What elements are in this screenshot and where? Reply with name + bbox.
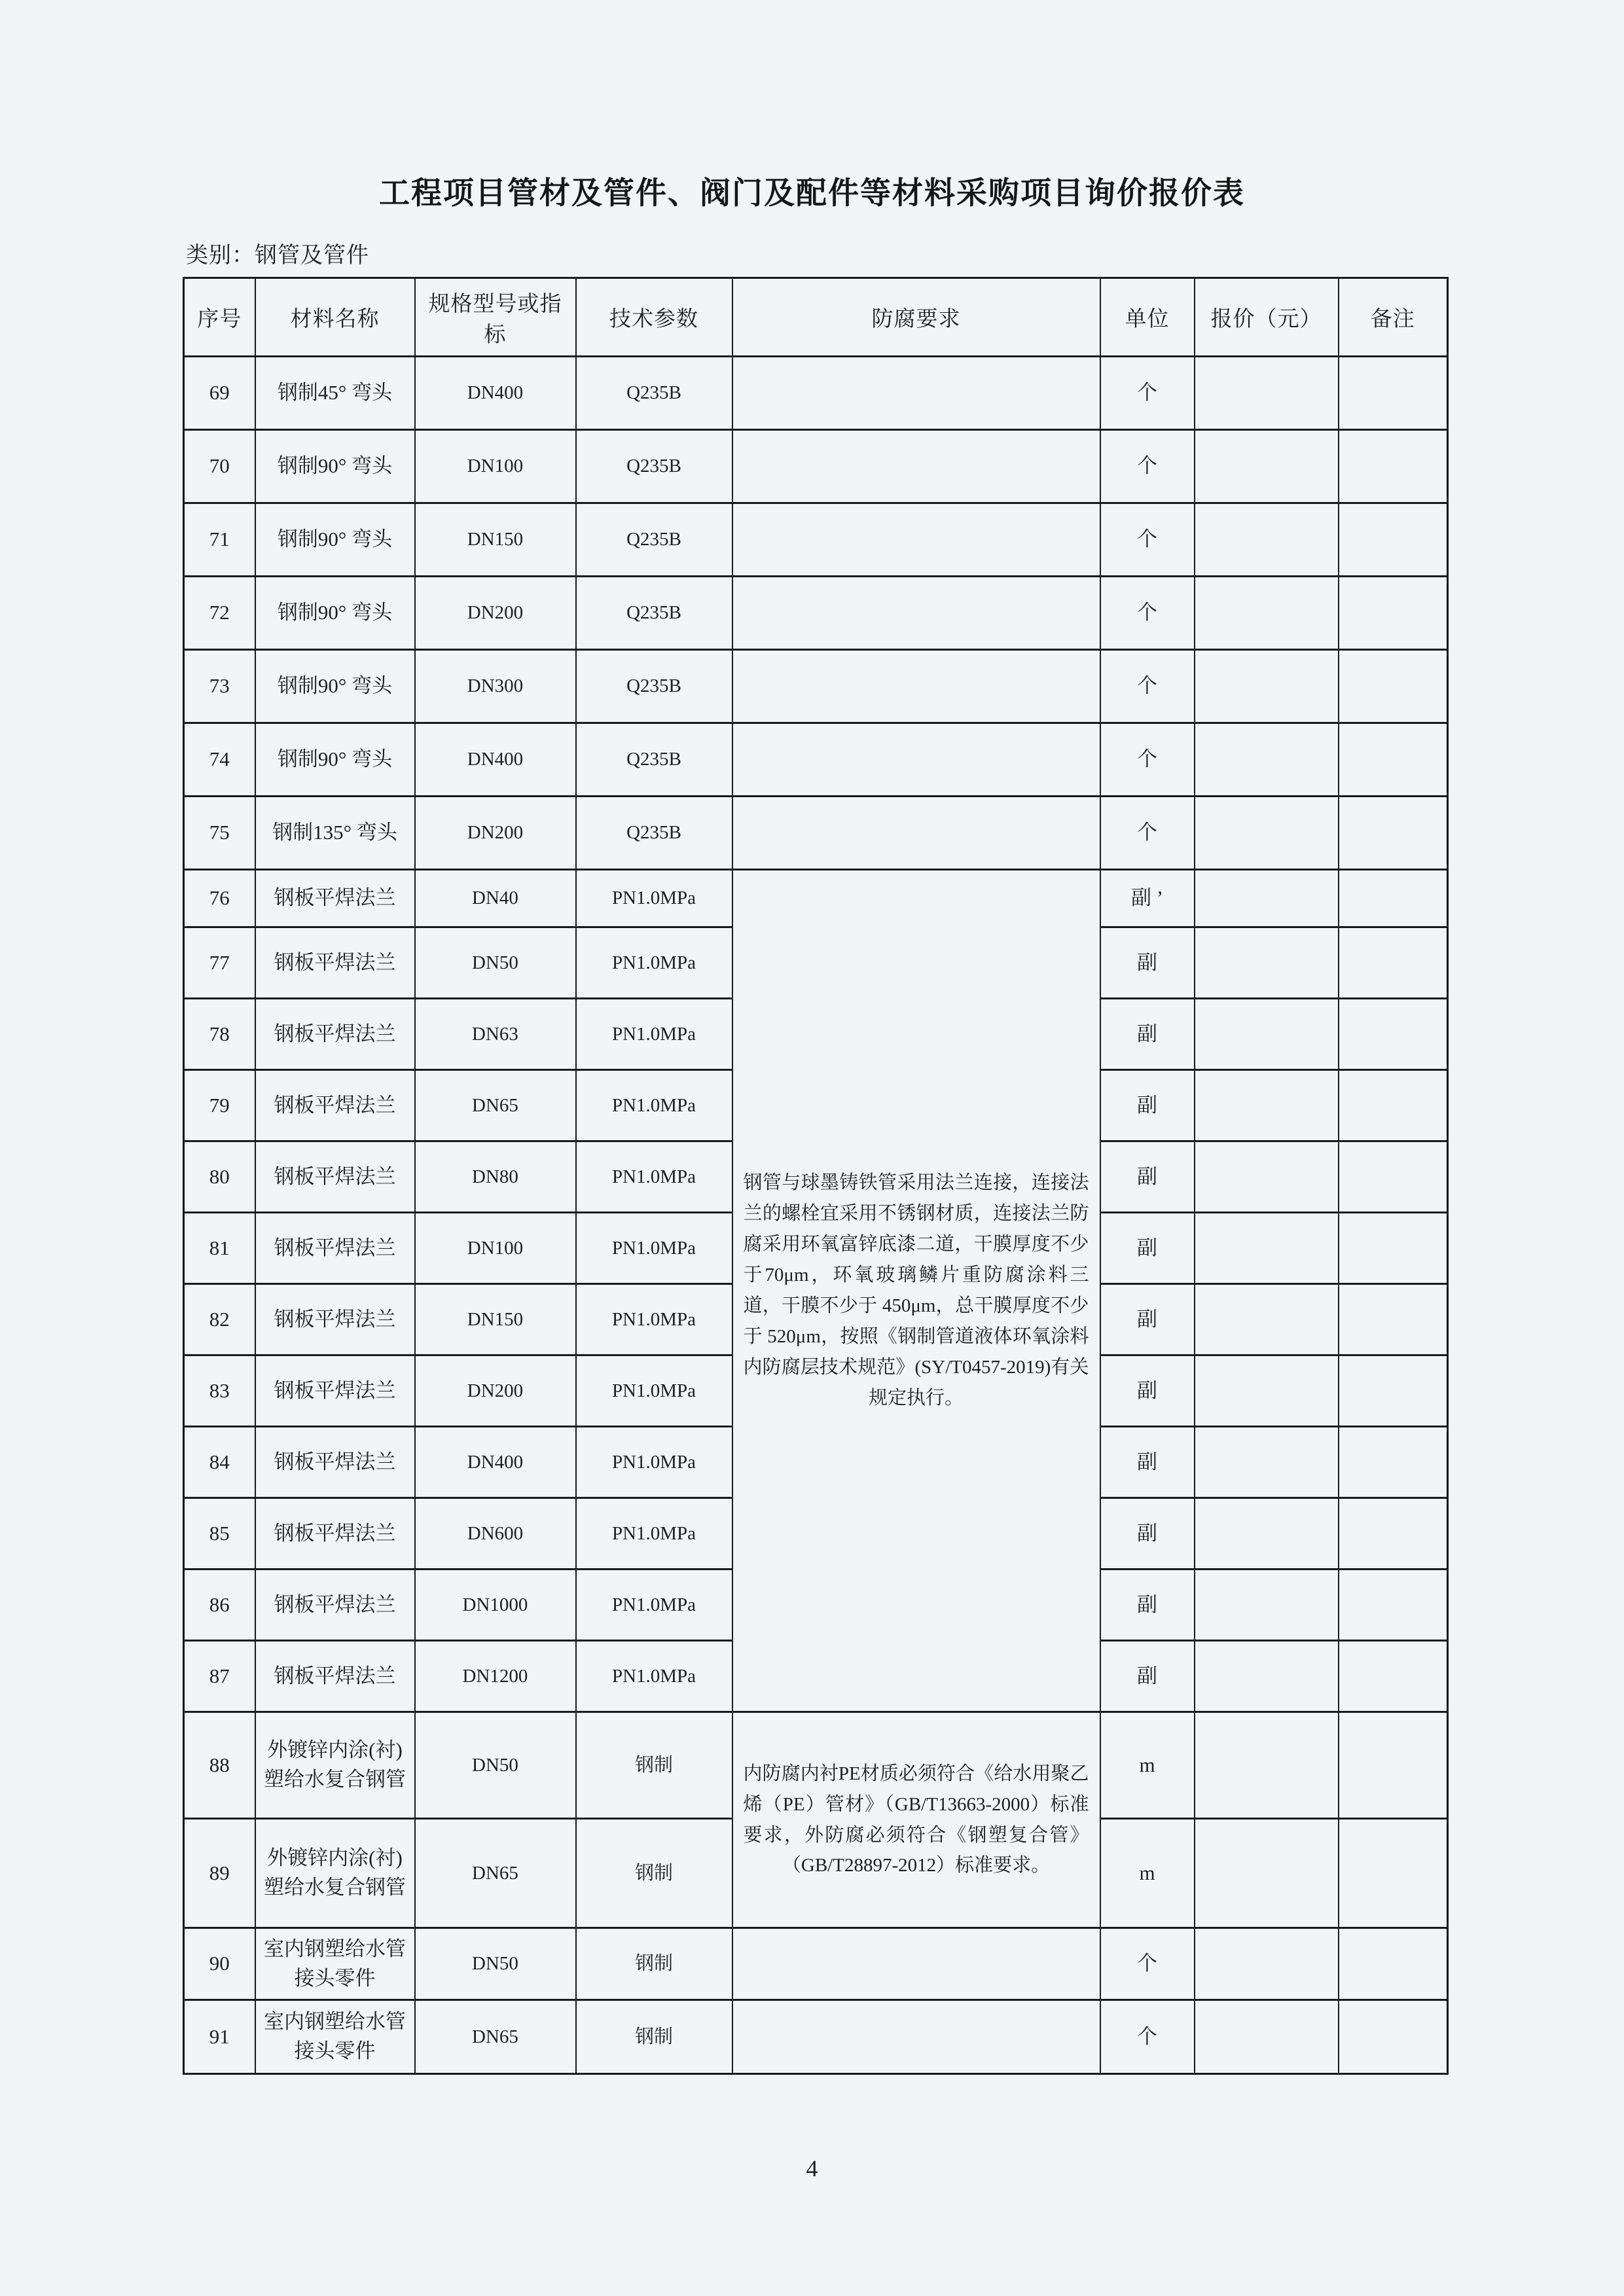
row-spec: DN200 — [415, 577, 576, 650]
row-tech: 钢制 — [576, 1712, 732, 1819]
row-seq: 84 — [184, 1427, 255, 1498]
quotation-table — [183, 277, 1449, 2075]
row-spec: DN65 — [415, 1070, 576, 1141]
row-spec: DN1200 — [415, 1641, 576, 1712]
row-unit: m — [1100, 1712, 1195, 1819]
row-unit: 副 — [1100, 1355, 1195, 1427]
row-seq: 90 — [184, 1928, 255, 2000]
row-material-name: 室内钢塑给水管接头零件 — [255, 2000, 415, 2074]
header-material-name: 材料名称 — [255, 278, 415, 357]
row-note — [1339, 723, 1448, 797]
row-price — [1195, 1070, 1339, 1141]
row-material-name: 钢板平焊法兰 — [255, 1641, 415, 1712]
row-material-name: 外镀锌内涂(衬)塑给水复合钢管 — [255, 1819, 415, 1928]
row-price — [1195, 357, 1339, 430]
row-price — [1195, 1284, 1339, 1355]
row-price — [1195, 430, 1339, 503]
row-tech: PN1.0MPa — [576, 870, 732, 927]
row-unit: 副 — [1100, 1213, 1195, 1284]
row-material-name: 钢板平焊法兰 — [255, 1213, 415, 1284]
page-title: 工程项目管材及管件、阀门及配件等材料采购项目询价报价表 — [379, 177, 1245, 211]
row-tech: PN1.0MPa — [576, 1141, 732, 1213]
row-material-name: 钢制90° 弯头 — [255, 723, 415, 797]
row-material-name: 钢制135° 弯头 — [255, 797, 415, 870]
row-note — [1339, 1284, 1448, 1355]
row-price — [1195, 1427, 1339, 1498]
row-anticorrosion-requirement — [732, 357, 1100, 430]
row-anticorrosion-requirement — [732, 430, 1100, 503]
row-spec: DN100 — [415, 430, 576, 503]
header-row — [184, 278, 1448, 357]
row-unit: 副 — [1100, 999, 1195, 1070]
header-unit: 单位 — [1100, 278, 1195, 357]
table-row-76 — [184, 870, 1448, 927]
row-price — [1195, 1928, 1339, 2000]
row-unit: 副 — [1100, 1498, 1195, 1570]
row-unit: 个 — [1100, 430, 1195, 503]
table-row-75 — [184, 797, 1448, 870]
row-tech: 钢制 — [576, 1928, 732, 2000]
row-tech: PN1.0MPa — [576, 1498, 732, 1570]
row-spec: DN150 — [415, 503, 576, 577]
row-seq: 78 — [184, 999, 255, 1070]
row-unit: 副 — [1100, 1641, 1195, 1712]
row-spec: DN200 — [415, 797, 576, 870]
row-material-name: 钢板平焊法兰 — [255, 927, 415, 999]
row-spec: DN50 — [415, 927, 576, 999]
table-row-73 — [184, 650, 1448, 723]
row-anticorrosion-requirement — [732, 2000, 1100, 2074]
row-unit: 个 — [1100, 797, 1195, 870]
row-note — [1339, 1213, 1448, 1284]
row-note — [1339, 430, 1448, 503]
row-seq: 79 — [184, 1070, 255, 1141]
row-spec: DN400 — [415, 1427, 576, 1498]
row-anticorrosion-requirement — [732, 577, 1100, 650]
row-seq: 91 — [184, 2000, 255, 2074]
row-anticorrosion-requirement — [732, 650, 1100, 723]
row-note — [1339, 1712, 1448, 1819]
row-anticorrosion-requirement: 钢管与球墨铸铁管采用法兰连接，连接法兰的螺栓宜采用不锈钢材质，连接法兰防腐采用环氧富锌底漆二道，干膜厚度不少于70μm，环氧玻璃鳞片重防腐涂料三道，干膜不少于 450μm，总干膜厚度不少于 520μm，按照《钢制管道液体环氧涂料内防腐层技术规范》(SY/T0457-2019)有关规定执行。 — [732, 870, 1100, 1712]
row-material-name: 钢板平焊法兰 — [255, 1427, 415, 1498]
row-price — [1195, 723, 1339, 797]
row-note — [1339, 999, 1448, 1070]
row-spec: DN65 — [415, 2000, 576, 2074]
row-spec: DN40 — [415, 870, 576, 927]
row-seq: 71 — [184, 503, 255, 577]
row-note — [1339, 650, 1448, 723]
row-unit: 个 — [1100, 577, 1195, 650]
row-unit: 副 — [1100, 1141, 1195, 1213]
header-note: 备注 — [1339, 278, 1448, 357]
table-row-69 — [184, 357, 1448, 430]
table-row-71 — [184, 503, 1448, 577]
row-note — [1339, 503, 1448, 577]
header-price: 报价（元） — [1195, 278, 1339, 357]
row-seq: 77 — [184, 927, 255, 999]
row-note — [1339, 1498, 1448, 1570]
row-spec: DN200 — [415, 1355, 576, 1427]
row-material-name: 室内钢塑给水管接头零件 — [255, 1928, 415, 2000]
row-anticorrosion-requirement — [732, 797, 1100, 870]
row-price — [1195, 2000, 1339, 2074]
row-price — [1195, 1213, 1339, 1284]
row-tech: Q235B — [576, 723, 732, 797]
row-note — [1339, 797, 1448, 870]
row-spec: DN50 — [415, 1928, 576, 2000]
row-price — [1195, 870, 1339, 927]
row-material-name: 钢板平焊法兰 — [255, 870, 415, 927]
row-seq: 86 — [184, 1570, 255, 1641]
header-spec: 规格型号或指标 — [415, 278, 576, 357]
row-material-name: 钢板平焊法兰 — [255, 1498, 415, 1570]
row-material-name: 钢板平焊法兰 — [255, 999, 415, 1070]
row-tech: Q235B — [576, 577, 732, 650]
row-price — [1195, 797, 1339, 870]
row-note — [1339, 1355, 1448, 1427]
row-seq: 85 — [184, 1498, 255, 1570]
table-row-88 — [184, 1712, 1448, 1819]
row-tech: PN1.0MPa — [576, 927, 732, 999]
row-note — [1339, 1570, 1448, 1641]
row-unit: 副 — [1100, 1284, 1195, 1355]
row-price — [1195, 1712, 1339, 1819]
row-tech: PN1.0MPa — [576, 1427, 732, 1498]
row-tech: PN1.0MPa — [576, 999, 732, 1070]
row-material-name: 钢板平焊法兰 — [255, 1141, 415, 1213]
header-anticorrosion: 防腐要求 — [732, 278, 1100, 357]
row-spec: DN150 — [415, 1284, 576, 1355]
row-note — [1339, 2000, 1448, 2074]
row-anticorrosion-requirement — [732, 1928, 1100, 2000]
row-tech: PN1.0MPa — [576, 1570, 732, 1641]
row-tech: Q235B — [576, 503, 732, 577]
row-unit: 副 — [1100, 1427, 1195, 1498]
row-seq: 82 — [184, 1284, 255, 1355]
row-note — [1339, 927, 1448, 999]
row-price — [1195, 503, 1339, 577]
row-tech: PN1.0MPa — [576, 1284, 732, 1355]
row-tech: 钢制 — [576, 1819, 732, 1928]
row-note — [1339, 1070, 1448, 1141]
row-tech: 钢制 — [576, 2000, 732, 2074]
row-unit: 副 — [1100, 927, 1195, 999]
row-seq: 73 — [184, 650, 255, 723]
row-tech: Q235B — [576, 797, 732, 870]
row-spec: DN400 — [415, 723, 576, 797]
row-spec: DN400 — [415, 357, 576, 430]
row-price — [1195, 1819, 1339, 1928]
table-body — [184, 357, 1448, 2074]
row-note — [1339, 1427, 1448, 1498]
row-spec: DN63 — [415, 999, 576, 1070]
row-tech: PN1.0MPa — [576, 1641, 732, 1712]
row-material-name: 钢制90° 弯头 — [255, 650, 415, 723]
row-material-name: 钢板平焊法兰 — [255, 1070, 415, 1141]
row-tech: Q235B — [576, 650, 732, 723]
row-anticorrosion-requirement — [732, 503, 1100, 577]
table-row-70 — [184, 430, 1448, 503]
row-unit: 个 — [1100, 723, 1195, 797]
row-seq: 72 — [184, 577, 255, 650]
row-tech: Q235B — [576, 430, 732, 503]
row-price — [1195, 1355, 1339, 1427]
table-row-91 — [184, 2000, 1448, 2074]
table-header — [184, 278, 1448, 357]
row-price — [1195, 650, 1339, 723]
row-seq: 87 — [184, 1641, 255, 1712]
table-row-74 — [184, 723, 1448, 797]
row-material-name: 钢制90° 弯头 — [255, 503, 415, 577]
row-unit: 副 — [1100, 1070, 1195, 1141]
header-tech: 技术参数 — [576, 278, 732, 357]
row-material-name: 钢板平焊法兰 — [255, 1284, 415, 1355]
row-note — [1339, 1928, 1448, 2000]
row-spec: DN50 — [415, 1712, 576, 1819]
row-tech: Q235B — [576, 357, 732, 430]
row-price — [1195, 1641, 1339, 1712]
row-seq: 83 — [184, 1355, 255, 1427]
row-seq: 80 — [184, 1141, 255, 1213]
row-unit: 个 — [1100, 650, 1195, 723]
row-spec: DN100 — [415, 1213, 576, 1284]
row-unit: 个 — [1100, 2000, 1195, 2074]
row-anticorrosion-requirement: 内防腐内衬PE材质必须符合《给水用聚乙烯（PE）管材》（GB/T13663-2000）标准要求，外防腐必须符合《钢塑复合管》（GB/T28897-2012）标准要求。 — [732, 1712, 1100, 1928]
row-seq: 81 — [184, 1213, 255, 1284]
row-spec: DN80 — [415, 1141, 576, 1213]
row-tech: PN1.0MPa — [576, 1213, 732, 1284]
row-price — [1195, 927, 1339, 999]
row-seq: 88 — [184, 1712, 255, 1819]
row-seq: 70 — [184, 430, 255, 503]
row-tech: PN1.0MPa — [576, 1355, 732, 1427]
row-seq: 74 — [184, 723, 255, 797]
row-seq: 75 — [184, 797, 255, 870]
row-spec: DN300 — [415, 650, 576, 723]
row-note — [1339, 1819, 1448, 1928]
row-material-name: 钢制45° 弯头 — [255, 357, 415, 430]
row-seq: 69 — [184, 357, 255, 430]
row-note — [1339, 357, 1448, 430]
row-unit: 个 — [1100, 503, 1195, 577]
row-note — [1339, 1141, 1448, 1213]
row-unit: m — [1100, 1819, 1195, 1928]
page-number: 4 — [806, 2155, 818, 2181]
row-spec: DN1000 — [415, 1570, 576, 1641]
row-anticorrosion-requirement — [732, 723, 1100, 797]
row-price — [1195, 999, 1339, 1070]
row-note — [1339, 577, 1448, 650]
header-seq: 序号 — [184, 278, 255, 357]
row-price — [1195, 1498, 1339, 1570]
table-row-90 — [184, 1928, 1448, 2000]
row-unit: 副 — [1100, 1570, 1195, 1641]
row-note — [1339, 1641, 1448, 1712]
row-unit: 副 ’ — [1100, 870, 1195, 927]
row-spec: DN65 — [415, 1819, 576, 1928]
row-price — [1195, 1141, 1339, 1213]
row-tech: PN1.0MPa — [576, 1070, 732, 1141]
row-material-name: 钢制90° 弯头 — [255, 577, 415, 650]
row-material-name: 钢板平焊法兰 — [255, 1355, 415, 1427]
row-unit: 个 — [1100, 357, 1195, 430]
row-note — [1339, 870, 1448, 927]
row-price — [1195, 577, 1339, 650]
row-spec: DN600 — [415, 1498, 576, 1570]
table-row-72 — [184, 577, 1448, 650]
row-material-name: 钢板平焊法兰 — [255, 1570, 415, 1641]
row-material-name: 钢制90° 弯头 — [255, 430, 415, 503]
category-label: 类别：钢管及管件 — [186, 243, 369, 268]
row-seq: 89 — [184, 1819, 255, 1928]
row-seq: 76 — [184, 870, 255, 927]
row-material-name: 外镀锌内涂(衬)塑给水复合钢管 — [255, 1712, 415, 1819]
row-price — [1195, 1570, 1339, 1641]
row-unit: 个 — [1100, 1928, 1195, 2000]
